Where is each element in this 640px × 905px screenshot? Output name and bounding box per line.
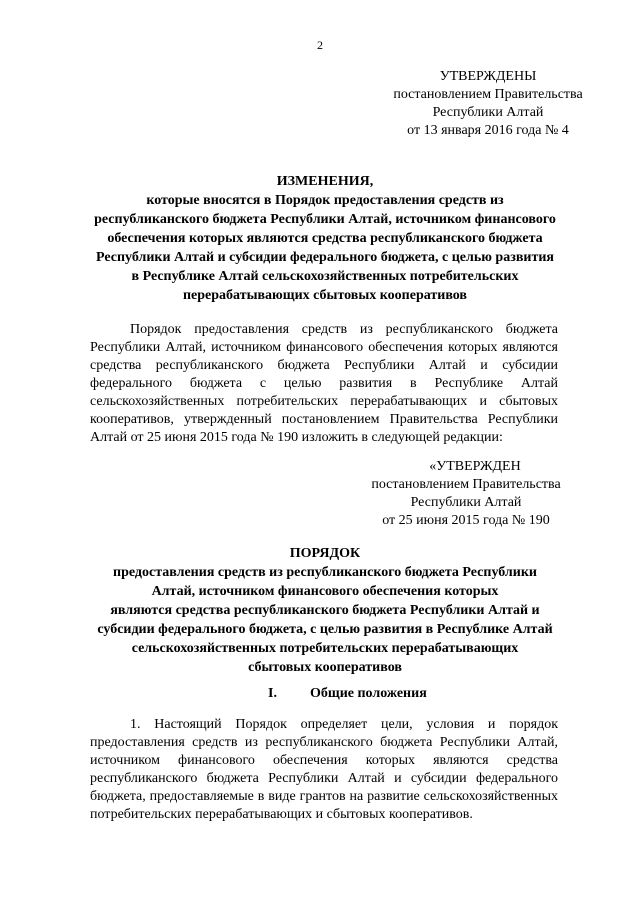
- paragraph-line: кооперативов, утвержденный постановлением Правительства Республики: [90, 412, 558, 427]
- approval-block-order: [346, 458, 586, 530]
- section-title: Общие положения: [310, 686, 427, 701]
- changes-heading: ИЗМЕНЕНИЯ,: [276, 174, 374, 189]
- paragraph-line: Порядок предоставления средств из республиканского бюджета: [130, 322, 558, 337]
- paragraph-line: сельскохозяйственных потребительских перерабатывающих и сбытовых: [90, 394, 558, 409]
- paragraph-line: источником финансового обеспечения которых являются средства: [90, 753, 558, 768]
- order-title-line: сельскохозяйственных потребительских перерабатывающих: [131, 641, 519, 656]
- changes-title-line: которые вносятся в Порядок предоставления средств из: [146, 193, 504, 208]
- order-title: [90, 544, 560, 677]
- paragraph-line: бюджета, предоставляемые в виде грантов на развитие сельскохозяйственных: [90, 789, 558, 804]
- paragraph-line: федерального бюджета с целью развития в Республике Алтай: [90, 376, 558, 391]
- paragraph-line: средства республиканского бюджета Республики Алтай и субсидии: [90, 358, 558, 373]
- order-title-line: сбытовых кооперативов: [248, 660, 402, 675]
- intro-paragraph: [90, 321, 558, 447]
- paragraph-line: 1. Настоящий Порядок определяет цели, условия и порядок: [130, 717, 558, 732]
- changes-title-line: Республики Алтай и субсидии федерального бюджета, с целью развития: [95, 250, 554, 265]
- paragraph-line: потребительских перерабатывающих и сбытовых кооперативов.: [90, 807, 473, 822]
- order-title-line: Алтай, источником финансового обеспечения которых: [151, 584, 499, 599]
- approval-line: от 13 января 2016 года № 4: [407, 123, 569, 138]
- paragraph-line: республиканского бюджета Республики Алтай и субсидии федерального: [90, 771, 558, 786]
- section-number: I.: [268, 686, 277, 701]
- changes-title-line: обеспечения которых являются средства республиканского бюджета: [107, 231, 543, 246]
- approval-line: постановлением Правительства: [393, 87, 583, 102]
- changes-title-line: перерабатывающих сбытовых кооперативов: [182, 288, 467, 303]
- approval-line: УТВЕРЖДЕНЫ: [439, 69, 537, 84]
- paragraph-line: Республики Алтай, источником финансового обеспечения которых являются: [90, 340, 558, 355]
- changes-title: [90, 172, 560, 305]
- paragraph-1: [90, 716, 558, 824]
- changes-title-line: республиканского бюджета Республики Алтай, источником финансового: [94, 212, 556, 227]
- approval-line: от 25 июня 2015 года № 190: [382, 513, 550, 528]
- approval-line: Республики Алтай: [432, 105, 544, 120]
- changes-title-line: в Республике Алтай сельскохозяйственных потребительских: [131, 269, 519, 284]
- approval-line: постановлением Правительства: [371, 477, 561, 492]
- approval-line: «УТВЕРЖДЕН: [429, 459, 521, 474]
- approval-block-resolution: [368, 68, 608, 140]
- order-title-line: субсидии федерального бюджета, с целью развития в Республике Алтай: [97, 622, 553, 637]
- order-title-line: предоставления средств из республиканского бюджета Республики: [113, 565, 537, 580]
- page-number: 2: [317, 38, 323, 52]
- order-title-line: являются средства республиканского бюджета Республики Алтай и: [110, 603, 540, 618]
- approval-line: Республики Алтай: [410, 495, 522, 510]
- paragraph-line: Алтай от 25 июня 2015 года № 190 изложить в следующей редакции:: [90, 430, 503, 445]
- order-heading: ПОРЯДОК: [289, 546, 361, 561]
- paragraph-line: предоставления средств из республиканского бюджета Республики Алтай,: [90, 735, 558, 750]
